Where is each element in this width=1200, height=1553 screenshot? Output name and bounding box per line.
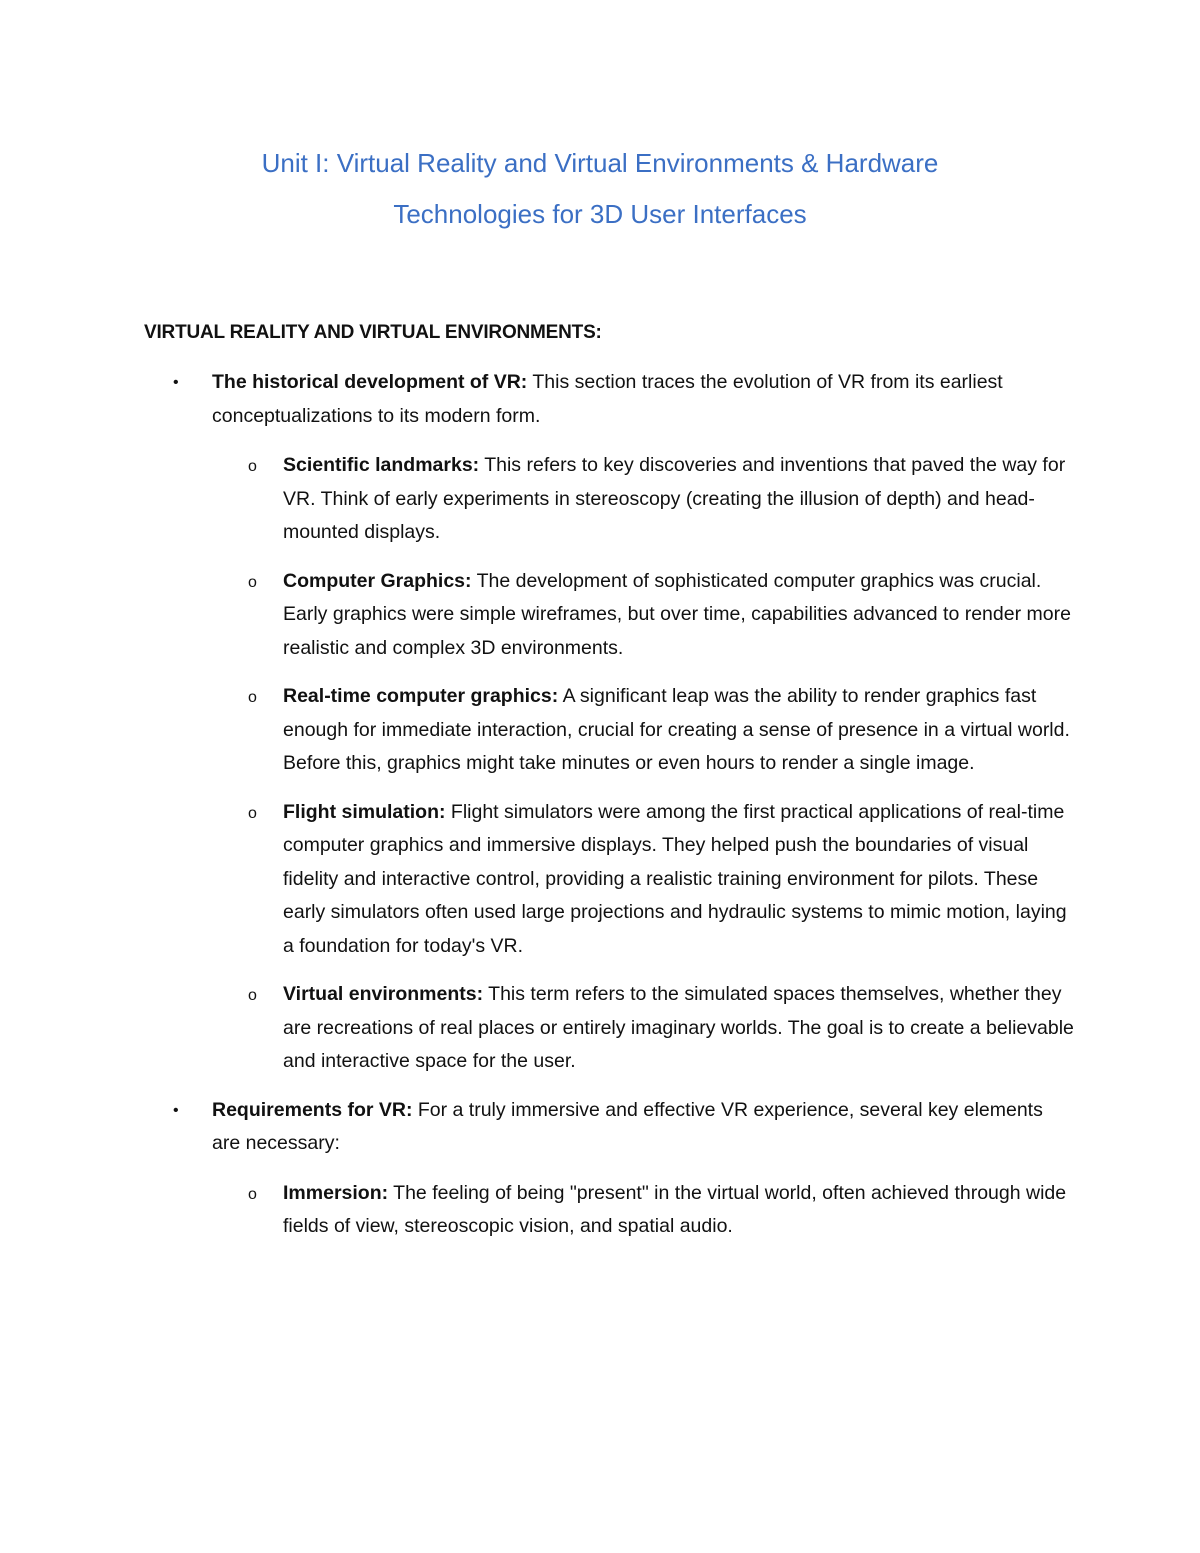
sub-bullet-icon: o <box>248 573 257 591</box>
sub-bullet-icon: o <box>248 1185 257 1203</box>
document-title <box>150 138 1050 240</box>
content-body <box>144 366 1074 1259</box>
sub-item-text: The feeling of being "present" in the virtual world, often achieved through wide fields of view, stereoscopic vision, and spatial audio. <box>283 1181 1067 1237</box>
sub-item-term: Flight simulation: <box>283 800 446 823</box>
sub-bullet-icon: o <box>248 689 257 706</box>
sub-item-text: The development of sophisticated computer graphics was crucial. Early graphics were simple wireframes, but over time, capabilities advanced to render more realistic and complex 3D environments. <box>283 569 1071 659</box>
bullet-icon: • <box>173 374 179 391</box>
sub-item-text: This term refers to the simulated spaces themselves, whether they are recreations of real places or entirely imaginary worlds. The goal is to create a believable and interactive space for the user. <box>283 983 1074 1072</box>
item-text: For a truly immersive and effective VR experience, several key elements are necessary: <box>212 1098 1043 1154</box>
sub-list-item <box>212 1177 1074 1244</box>
list-item <box>144 1094 1074 1244</box>
sub-item-text: Flight simulators were among the first practical applications of real-time computer graphics and immersive displays. They helped push the boundaries of visual fidelity and interactive control, providing a realistic training environment for pilots. These early simulators often used large projections and hydraulic systems to mimic motion, laying a foundation for today's VR. <box>283 800 1067 957</box>
sub-list-item <box>212 680 1074 781</box>
sub-item-term: Computer Graphics: <box>283 569 472 592</box>
sub-item-text: A significant leap was the ability to render graphics fast enough for immediate interaction, crucial for creating a sense of presence in a virtual world. Before this, graphics might take minutes or even hours to render a single image. <box>283 685 1070 774</box>
bullet-icon: • <box>173 1101 179 1119</box>
sub-item-text: This refers to key discoveries and inventions that paved the way for VR. Think of early experiments in stereoscopy (creating the illusion of depth) and head-mounted displays. <box>283 454 1066 543</box>
item-text: This section traces the evolution of VR from its earliest conceptualizations to its modern form. <box>212 371 1003 427</box>
section-heading: VIRTUAL REALITY AND VIRTUAL ENVIRONMENTS: <box>144 322 602 343</box>
title-line-1: Unit I: Virtual Reality and Virtual Environments & Hardware <box>261 148 939 178</box>
sub-list-item <box>212 565 1074 666</box>
item-term: The historical development of VR: <box>212 371 528 393</box>
list-item <box>144 366 1074 1079</box>
item-term: Requirements for VR: <box>212 1098 413 1121</box>
sub-item-term: Immersion: <box>283 1181 389 1204</box>
sub-list-item <box>212 449 1074 550</box>
sub-bullet-list <box>212 1177 1074 1244</box>
sub-item-term: Virtual environments: <box>283 983 484 1005</box>
sub-bullet-icon: o <box>248 987 257 1004</box>
sub-list-item <box>212 978 1074 1079</box>
title-line-2: Technologies for 3D User Interfaces <box>393 199 807 229</box>
bullet-list <box>144 366 1074 1244</box>
sub-bullet-list <box>212 449 1074 1079</box>
sub-bullet-icon: o <box>248 458 257 475</box>
sub-bullet-icon: o <box>248 804 257 822</box>
sub-item-term: Real-time computer graphics: <box>283 685 559 707</box>
sub-item-term: Scientific landmarks: <box>283 454 480 476</box>
sub-list-item <box>212 796 1074 964</box>
